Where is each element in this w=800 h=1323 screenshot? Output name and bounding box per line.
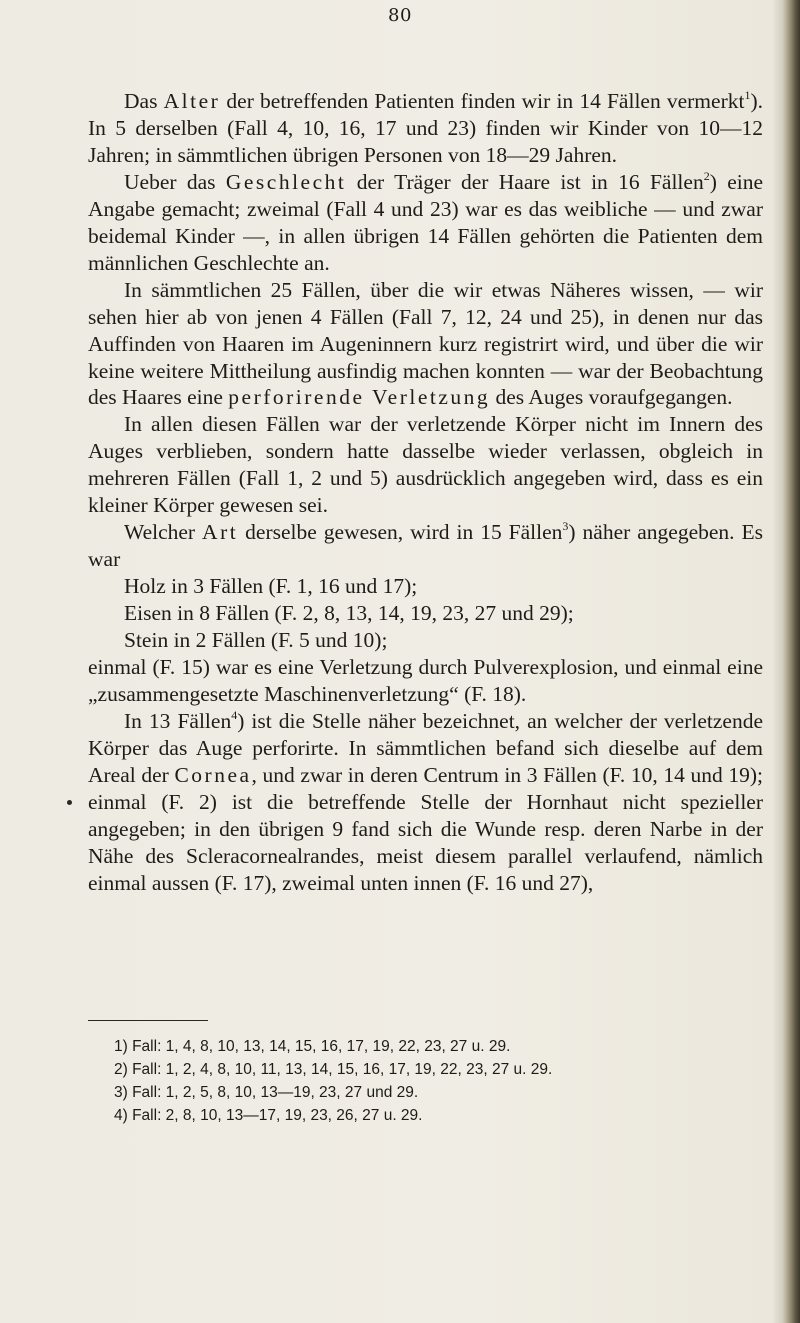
page-gutter-shadow <box>772 0 782 1323</box>
material-list <box>88 573 763 654</box>
footnote-ref: 1 <box>744 87 751 102</box>
paragraph-geschlecht <box>88 169 763 277</box>
emphasis-term: Geschlecht <box>225 169 347 194</box>
footnotes <box>114 1035 754 1127</box>
list-item: Holz in 3 Fällen (F. 1, 16 und 17); <box>124 574 418 599</box>
paragraph-art <box>88 519 763 573</box>
paragraph-einmal: einmal (F. 15) war es eine Verletzung durch Pulverexplosion, und einmal eine „zusammengesetzte Maschinenverletzung“ (F. 18). <box>88 655 763 706</box>
emphasis-term: perforirende Verletzung <box>228 385 491 410</box>
paragraph-koerper: In allen diesen Fällen war der verletzende Körper nicht im Innern des Auges verblieben, sondern hatte dasselbe wieder verlassen, obgleich in mehreren Fällen (Fall 1, 2 und 5) ausdrücklich angegeben wird, dass es ein kleiner Körper gewesen sei. <box>88 412 763 518</box>
page-number: 80 <box>388 5 412 26</box>
paragraph-stelle <box>88 708 763 897</box>
emphasis-term: Art <box>202 520 239 545</box>
text-run: Das <box>124 89 164 113</box>
paragraph-alter <box>88 88 763 169</box>
text-run: ). In 5 derselben (Fall 4, 10, 16, 17 und 23) finden wir Kinder von 10—12 Jahren; in sämmtlichen übrigen Personen von 18—29 Jahren. <box>88 89 764 167</box>
text-run: Welcher <box>124 520 203 545</box>
print-speck <box>67 800 72 805</box>
emphasis-term: Cornea <box>174 762 252 787</box>
footnote-ref: 2 <box>703 168 710 183</box>
text-run: ) ist die Stelle näher bezeichnet, an welcher der verletzende Körper das Auge perforirte. In sämmtlichen befand sich dieselbe auf dem Areal der <box>88 708 763 787</box>
footnote-ref: 4 <box>231 707 238 722</box>
main-text <box>88 88 763 897</box>
text-run: , und zwar in deren Centrum in 3 Fällen (F. 10, 14 und 19); einmal (F. 2) ist die betreffende Stelle der Hornhaut nicht spezieller angegeben; in den übrigen 9 fand sich die Wunde resp. deren Narbe in der Nähe des Scleracornealrandes, meist diesem parallel verlaufend, nämlich einmal aussen (F. 17), zweimal unten innen (F. 16 und 27), <box>88 762 763 895</box>
footnote-2: 2) Fall: 1, 2, 4, 8, 10, 11, 13, 14, 15, 16, 17, 19, 22, 23, 27 u. 29. <box>114 1061 553 1078</box>
footnote-ref: 3 <box>562 519 569 534</box>
text-run: ) näher angegeben. Es war <box>88 520 763 572</box>
emphasis-term: Alter <box>163 89 221 113</box>
text-run: Ueber das <box>124 169 226 194</box>
list-item: Eisen in 8 Fällen (F. 2, 8, 13, 14, 19, 23, 27 und 29); <box>124 601 574 626</box>
paragraph-verletzung <box>88 277 763 412</box>
text-run: derselbe gewesen, wird in 15 Fällen <box>238 520 563 545</box>
text-run: des Auges voraufgegangen. <box>490 385 733 410</box>
footnote-4: 4) Fall: 2, 8, 10, 13—17, 19, 23, 26, 27 u. 29. <box>114 1107 423 1124</box>
list-item: Stein in 2 Fällen (F. 5 und 10); <box>124 628 388 653</box>
footnote-1: 1) Fall: 1, 4, 8, 10, 13, 14, 15, 16, 17, 19, 22, 23, 27 u. 29. <box>114 1038 511 1055</box>
footnote-3: 3) Fall: 1, 2, 5, 8, 10, 13—19, 23, 27 und 29. <box>114 1084 419 1101</box>
page-edge <box>782 0 800 1323</box>
text-run: In sämmtlichen 25 Fällen, über die wir etwas Näheres wissen, — wir sehen hier ab von jenen 4 Fällen (Fall 7, 12, 24 und 25), in denen nur das Auffinden von Haaren im Augeninnern kurz registrirt wird, und über die wir keine weitere Mittheilung ausfindig machen konnten — war der Beobachtung des Haares eine <box>88 277 763 410</box>
footnote-rule <box>88 1020 208 1021</box>
text-run: der betreffenden Patienten finden wir in 14 Fällen vermerkt <box>220 89 745 113</box>
text-run: ) eine Angabe gemacht; zweimal (Fall 4 und 23) war es das weibliche — und zwar beidemal Kinder —, in allen übrigen 14 Fällen gehörten die Patienten dem männlichen Geschlechte an. <box>88 169 764 275</box>
text-run: der Träger der Haare ist in 16 Fällen <box>346 169 704 194</box>
text-run: In 13 Fällen <box>124 708 232 733</box>
